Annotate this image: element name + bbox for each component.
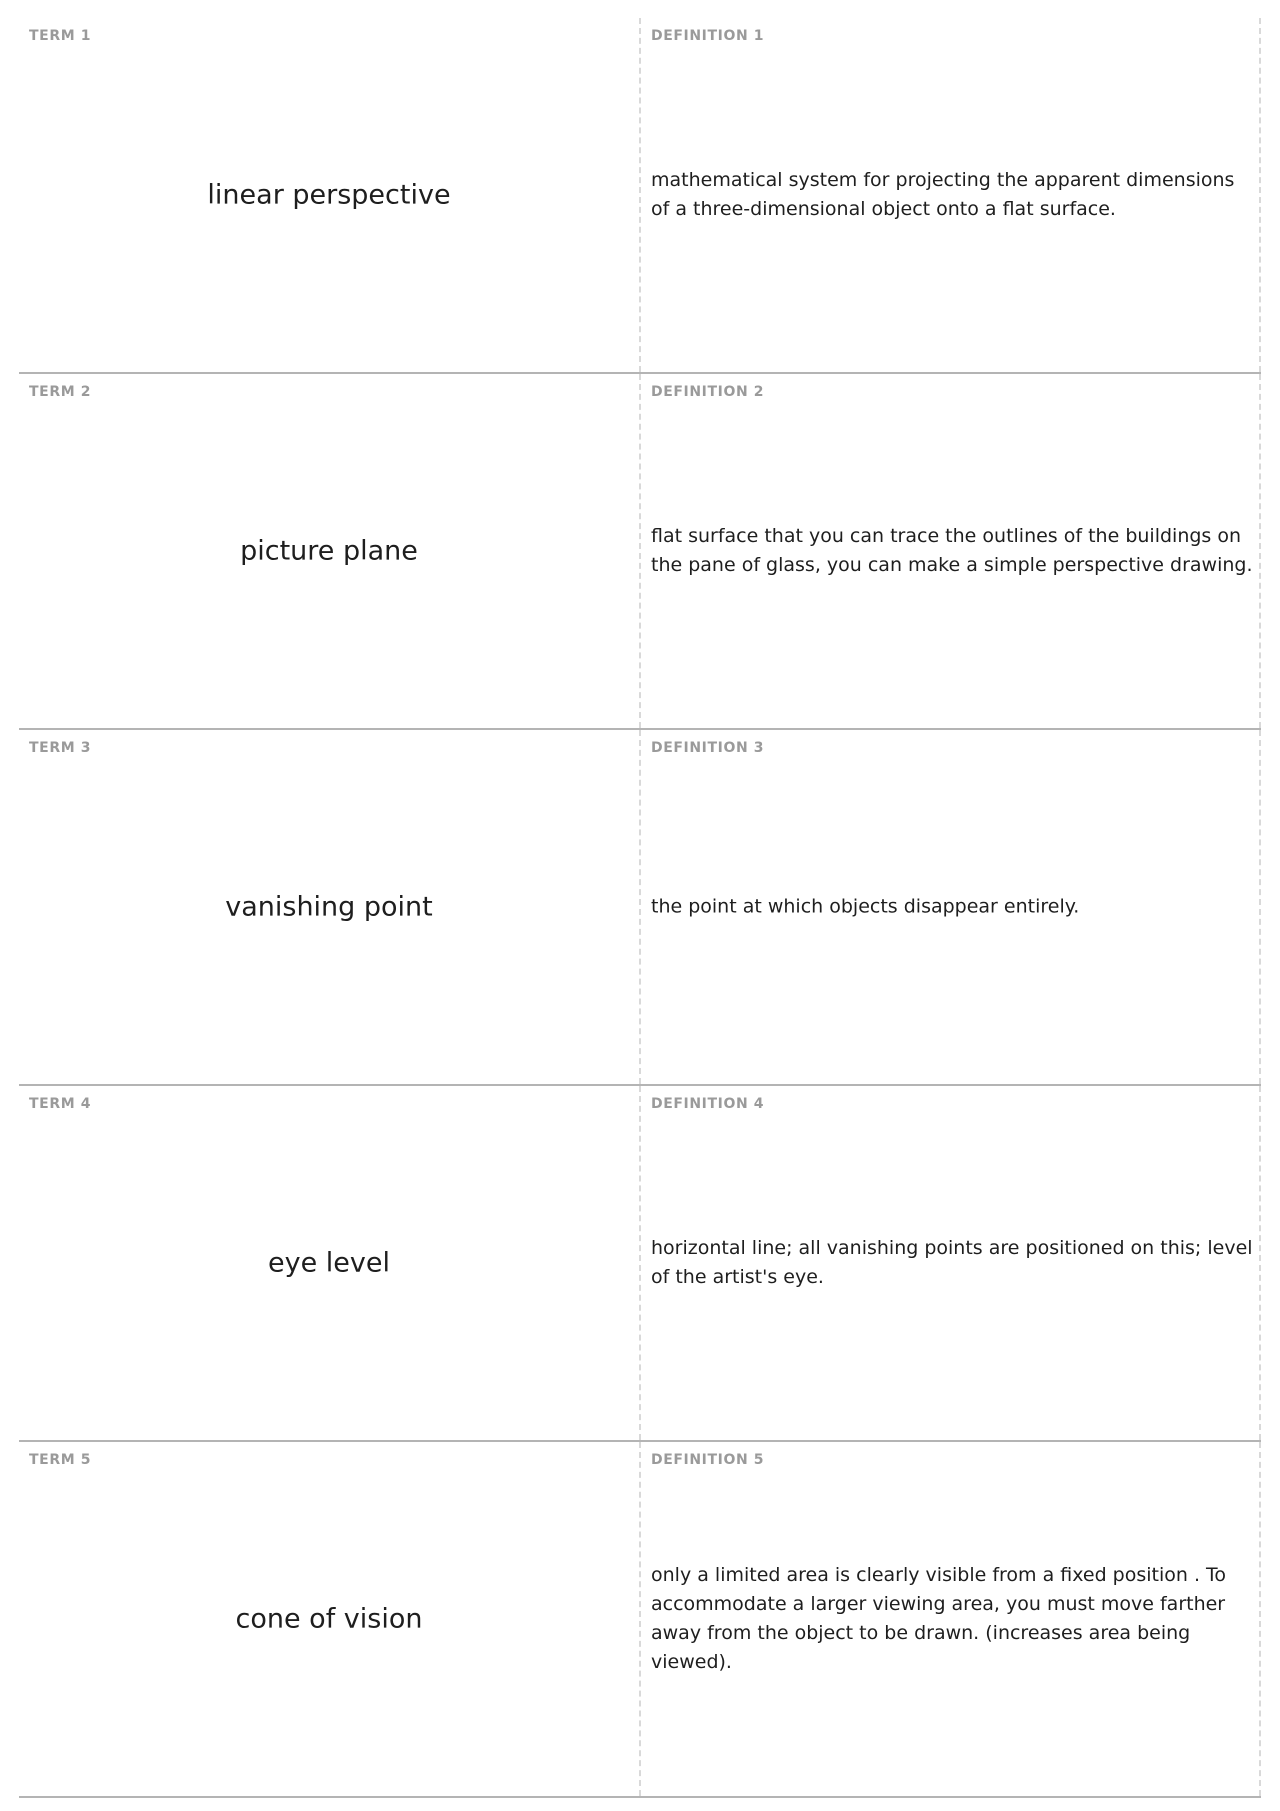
definition-side [641, 1442, 1261, 1796]
definition-side [641, 18, 1261, 372]
term-text: linear perspective [207, 179, 451, 211]
term-label: TERM 3 [29, 740, 92, 756]
term-label: TERM 2 [29, 384, 92, 400]
term-text: vanishing point [225, 891, 433, 923]
definition-text: the point at which objects disappear entirely. [651, 895, 1080, 918]
definition-side [641, 374, 1261, 728]
flashcard-sheet [19, 18, 1261, 1798]
term-side [19, 18, 641, 372]
term-side [19, 1086, 641, 1440]
term-text: picture plane [240, 535, 418, 567]
definition-label: DEFINITION 1 [651, 28, 765, 44]
definition-label: DEFINITION 5 [651, 1452, 765, 1468]
term-label: TERM 4 [29, 1096, 92, 1112]
flashcard [19, 18, 1261, 374]
term-side [19, 730, 641, 1084]
definition-label: DEFINITION 2 [651, 384, 765, 400]
definition-text: mathematical system for projecting the apparent dimensions of a three-dimensional object onto a flat surface. [651, 169, 1235, 220]
flashcard [19, 730, 1261, 1086]
definition-text: only a limited area is clearly visible from a fixed position . To accommodate a larger viewing area, you must move farther away from the object to be drawn. (increases area being viewed). [651, 1564, 1227, 1673]
term-text: cone of vision [235, 1603, 423, 1635]
term-label: TERM 1 [29, 28, 92, 44]
term-text: eye level [268, 1247, 390, 1279]
definition-text: flat surface that you can trace the outlines of the buildings on the pane of glass, you can make a simple perspective drawing. [651, 525, 1253, 576]
flashcard [19, 374, 1261, 730]
definition-text: horizontal line; all vanishing points are positioned on this; level of the artist's eye. [651, 1237, 1253, 1288]
definition-label: DEFINITION 4 [651, 1096, 765, 1112]
definition-label: DEFINITION 3 [651, 740, 765, 756]
flashcard [19, 1086, 1261, 1442]
term-label: TERM 5 [29, 1452, 92, 1468]
term-side [19, 374, 641, 728]
flashcard [19, 1442, 1261, 1798]
definition-side [641, 730, 1261, 1084]
term-side [19, 1442, 641, 1796]
definition-side [641, 1086, 1261, 1440]
